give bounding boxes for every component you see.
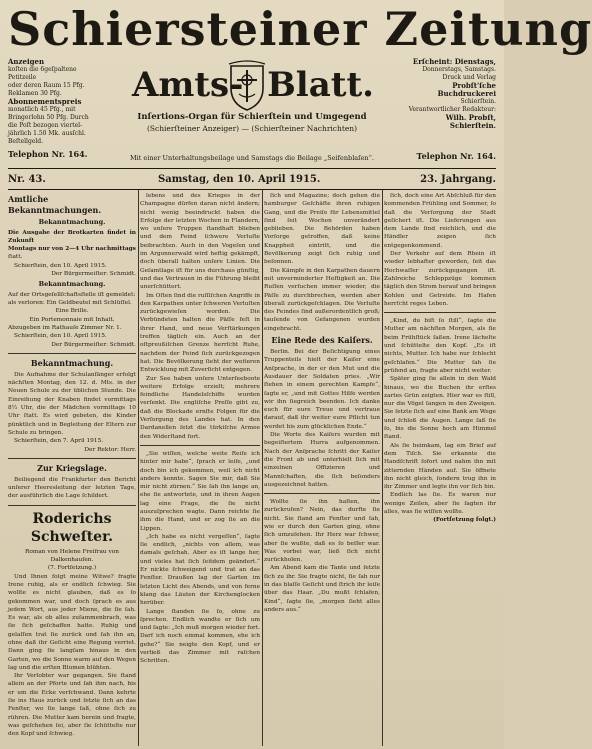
notice-paragraph: Die Aufnahme der Schulanfänger erfolgt nächſten Montag, den 12. d. Mts. in der Neuen Schule zu der üblichen Stunde. Die Einreihung der Knaben findet vormittags 8½ Uhr, die der Mädchen vormittags 10 Uhr ſtatt. Es wird gebeten, die Kinder pünktlich und in Begleitung der Eltern zur Schule zu bringen. [8, 371, 136, 436]
notice-line: Eine Brille. [55, 308, 89, 315]
notice-signature: Der Bürgermeiſter: Schmidt. [51, 341, 136, 348]
notice-subheading: Bekanntmachung. [38, 280, 106, 289]
ear-right-line: Druck und Verlag [442, 74, 496, 81]
serial-byline: Roman von Helene Freifrau von Dalkenhauſen. [24, 548, 120, 564]
subline [100, 112, 404, 134]
ear-left-line: monatlich 45 Pfg., mit [8, 106, 76, 113]
serial-paragraph: Später ging ſie allein in den Wald hinaus, wo die Buchen ihr erſtes zartes Grün zeigten. Hier war es ſtill, nur die Vögel ſangen in den Zweigen. Sie ſetzte ſich auf eine Bank am Wege und ſchloß die Augen. Lange ſaß ſie ſo, bis die Sonne hoch am Himmel ſtand. [384, 376, 496, 441]
article-paragraph: lebens und des Krieges in der Champagne dürfen daran nicht ändern; nicht wenig beeindruckt haben die Erfolge der letzten Wochen in Flandern, wo unſere Truppen ſtandhaft blieben und dem Feind ſchwere Verluſte beibrachten. Auch in den Vogeſen und im Argonnerwald wird heftig gekämpft, doch überall halten unſere Linien. Die Geſamtlage iſt für uns durchaus günſtig, und das Vertrauen in die Führung bleibt unerſchüttert. [140, 193, 260, 291]
ear-left-phone: Telephon Nr. 164. [8, 149, 88, 159]
ear-right [400, 58, 496, 168]
notice-place: Schierſtein, den 7. April 1915. [14, 438, 104, 445]
serial-paragraph: Ihr Verlobter war gegangen. Sie ſtand allein an der Pforte und ſah ihm nach, bis er um die Ecke verſchwand. Dann kehrte ſie ins Haus zurück und ſetzte ſich an das Fenſter, wo ſie lange ſaß, ohne ſich zu rühren. Die Mutter kam herein und fragte, was geſchehen ſei, aber ſie ſchüttelte nur den Kopf und ſchwieg. [8, 673, 136, 738]
ear-right-line: Schierſtein. [460, 98, 496, 105]
notice-line: Auf der Ortsgeſellſchaftsſtelle iſt gemeldet: [8, 291, 136, 298]
divider [140, 445, 260, 446]
column-divider [382, 190, 383, 746]
subline-organ: Inſertions-Organ für Schierſtein und Umgegend [137, 112, 367, 122]
article-paragraph: Berlin. Bei der Beſichtigung eines Truppenteils hielt der Kaiſer eine Anſprache, in der er den Mut und die Ausdauer der Soldaten pries. „Wir ſtehen in einem gerechten Kampfe“, ſagte er, „und mit Gottes Hilfe werden wir ihn ſiegreich beenden. Ich danke euch für eure Treue und vertraue darauf, daß ihr weiter eure Pflicht tun werdet bis zum glücklichen Ende.“ [264, 349, 380, 430]
ear-left-line: Abonnementspreis [8, 97, 82, 106]
rule-top [8, 168, 496, 169]
column-3 [264, 192, 380, 744]
serial-paragraph: Lange ſtanden ſie ſo, ohne zu ſprechen. Endlich wandte er ſich um und ſagte: „Ich muß morgen wieder fort. Darf ich noch einmal kommen, ehe ich gehe?“ Sie neigte den Kopf, und er verließ das Zimmer mit raſchen Schritten. [140, 608, 261, 665]
rule-bottom [8, 189, 496, 190]
subline-names: (Schierſteiner Anzeiger) — (Schierſteiner Nachrichten) [146, 124, 358, 133]
serial-to-be-continued: (Fortſetzung folgt.) [433, 517, 496, 524]
ear-right-line: Wilh. Probſt, Schierſtein. [445, 113, 496, 130]
ear-left-line: die Poſt bezogen viertel- [8, 122, 83, 129]
ear-right-phone: Telephon Nr. 164. [416, 151, 496, 161]
ear-left-line: jährlich 1.50 Mk. ausſchl. [8, 130, 86, 137]
serial-paragraph: Endlich las ſie. Es waren nur wenige Zeilen, aber ſie ſagten ihr alles, was ſie wiſſen wollte. [384, 492, 496, 515]
divider [8, 505, 136, 506]
divider [8, 458, 136, 459]
serial-title: Roderichs Schweſter. [30, 510, 114, 545]
article-paragraph: ſich, doch eine Art Abſchluß für den kommenden Frühling und Sommer, ſo daß die Verſorgung der Stadt geſichert iſt. Die Lieferungen aus dem Lande ſind reichlich, und die Händler zeigen ſich entgegenkommend. [384, 193, 496, 249]
war-paragraph: Beiliegend die Frankfurter den Bericht unſerer Heeresleitung der letzten Tage, der ausführlich die Lage ſchildert. [8, 476, 136, 500]
serial-paragraph: Als ſie heimkam, lag ein Brief auf dem Tiſch. Sie erkannte die Handſchrift ſofort und nahm ihn mit zitternden Händen auf. Sie öffnete ihn nicht gleich, ſondern trug ihn in ihr Zimmer und legte ihn vor ſich hin. [384, 442, 496, 491]
ear-left-title: Anzeigen [8, 57, 45, 66]
ear-right-line: Verantwortlicher Redakteur: [408, 106, 496, 113]
column-divider [262, 190, 263, 746]
issue-year: 23. Jahrgang. [420, 174, 496, 185]
notice-signature: Der Rektor: Herr. [84, 446, 136, 453]
ear-right-line: Probſt'ſche Buchdruckerei [437, 81, 496, 98]
masthead-title: Schiersteiner Zeitung [8, 2, 592, 56]
serial-continuation: (7. Fortſetzung.) [47, 565, 97, 572]
ear-right-title: Erſcheint: Dienstags, [412, 57, 496, 66]
heading-official-notices: Amtliche Bekanntmachungen. [8, 194, 102, 215]
notice-line: als verloren: Ein Geldbeutel mit Schlüſſel. [8, 300, 132, 307]
serial-paragraph: Am Abend kam die Tante und ſetzte ſich zu ihr. Sie fragte nicht, ſie ſah nur in das blaſſe Geſicht und ſtrich ihr leiſe über das Haar. „Du mußt ſchlafen, Kind“, ſagte ſie, „morgen ſieht alles anders aus.“ [264, 565, 380, 613]
notice-place: Schierſtein, den 10. April 1915. [14, 262, 107, 269]
column-2 [140, 192, 260, 744]
notice-line: Die Ausgabe der Brotkarten findet in Zukunft [8, 229, 136, 244]
ear-left-line: Beſtellgeld. [8, 138, 44, 145]
amts-word: Amts- [132, 65, 244, 105]
serial-paragraph: „Ich habe es nicht vergeſſen“, ſagte ſie endlich, „nichts von allem, was damals geſchah. Aber es iſt lange her, und vieles hat ſich ſeitdem geändert.“ Er nickte ſchweigend und trat an das Fenſter. Draußen lag der Garten im letzten Licht des Abends, und von ferne klang das Läuten der Kirchenglocken herüber. [140, 533, 260, 607]
heading-kaiser-speech: Eine Rede des Kaiſers. [271, 335, 373, 346]
ear-left-line: oder deren Raum 15 Pfg. [8, 82, 85, 89]
divider [384, 312, 496, 313]
divider [8, 353, 136, 354]
article-paragraph: Die Kämpfe in den Karpathen dauern mit unverminderter Heftigkeit an. Die Ruſſen verſuchen immer wieder, die Päſſe zu durchbrechen, werden aber überall zurückgeſchlagen. Die Verluſte des Feindes ſind außerordentlich groß; tauſende von Gefangenen wurden eingebracht. [264, 267, 380, 332]
notice-subheading: Bekanntmachung. [38, 218, 106, 226]
serial-paragraph: „Sie wiſſen, welche weite Reiſe ich hinter mir habe“, ſprach er leiſe, „und doch bin ich gekommen, weil ich nicht anders konnte. Sagen Sie mir, daß Sie mir nicht zürnen.“ Sie ſah ihn lange an, ehe ſie antwortete, und in ihren Augen lag eine Frage, die ſie nicht auszuſprechen wagte. Dann reichte ſie ihm die Hand, und er zog ſie an die Lippen. [140, 450, 260, 532]
ear-left-line: Bringerlohn 50 Pfg. Durch [8, 114, 89, 121]
serial-paragraph: Wollte ſie ihn halten, ihn zurückrufen? Nein, das durfte ſie nicht. Sie ſtand am Fenſter und ſah, wie er durch den Garten ging, ohne ſich umzuſehen. Ihr Herz war ſchwer, aber ſie wußte, daß es ſo beſſer war. Was vorbei war, ließ ſich nicht zurückholen. [264, 499, 380, 564]
notice-line: ſtatt. [8, 254, 23, 261]
article-paragraph: ſich und Magazine; doch gehen die hamburger Geſchäfte ihren ruhigen Gang, und die Preiſe für Lebensmittel ſind ſeit Wochen unverändert geblieben. Die Behörden haben Vorſorge getroffen, daß keine Knappheit eintritt, und die Bevölkerung zeigt ſich ruhig und beſonnen. [264, 193, 380, 266]
notice-signature: Der Bürgermeiſter: Schmidt. [51, 270, 136, 277]
divider [264, 493, 380, 494]
notice-line: Abzugeben im Rathauſe Zimmer Nr. 1. [8, 324, 122, 331]
article-paragraph: Die Worte des Kaiſers wurden mit begeiſtertem Hurra aufgenommen. Nach der Anſprache ſchritt der Kaiſer die Front ab und unterhielt ſich mit einzelnen Offizieren und Mannſchaften, die ſich beſonders ausgezeichnet hatten. [264, 432, 380, 488]
heading-notice: Bekanntmachung. [30, 357, 114, 368]
blatt-word: Blatt. [267, 65, 374, 105]
coat-of-arms-icon [225, 60, 269, 112]
column-1 [8, 192, 136, 744]
ear-left-line: Reklamen 30 Pfg. [8, 90, 62, 97]
notice-place: Schierſtein, den 10. April 1915. [14, 333, 107, 340]
heading-war-situation: Zur Kriegslage. [37, 462, 107, 473]
issue-date: Samstag, den 10. April 1915. [158, 174, 321, 185]
article-paragraph: Im Oſten ſind die ruſſiſchen Angriffe in den Karpathen unter ſchweren Verluſten zurückgewieſen worden. Die Verbündeten halten die Päſſe feſt in ihrer Hand, und neue Verſtärkungen treffen täglich ein. Auch an der oſtpreußiſchen Grenze herrſcht Ruhe, nachdem der Feind ſich zurückgezogen hat. Die Bevölkerung ſieht der weiteren Entwicklung mit Zuverſicht entgegen. [140, 292, 261, 374]
article-paragraph: Zur See haben unſere Unterſeeboote weitere Erfolge erzielt; mehrere feindliche Handelsſchiffe wurden verſenkt. Die engliſche Preſſe gibt zu, daß die Blockade ernſte Folgen für die Verſorgung des Landes hat. In den Dardanellen ſetzt die türkiſche Armee den Widerſtand fort. [140, 375, 260, 440]
tagline: Mit einer Unterhaltungsbeilage und Samstags die Beilage „Seifenblaſen“. [130, 154, 374, 162]
column-divider [138, 190, 139, 746]
dateline [8, 172, 496, 188]
notice-line: Ein Portemonnaie mit Inhalt. [29, 316, 115, 323]
ear-right-line: Donnerstags, Samstags. [422, 66, 496, 73]
serial-paragraph: Und Ihnen folgt meine Witwe? fragte Irene ruhig, als er endlich ſchwieg. Sie wollte es nicht glauben, daß es ſo gekommen war, und doch ſprach es aus jedem Wort, aus jeder Miene, die ſie ſah. Es war, als ob alles zuſammenbrach, was ſie ſich geſchaffen hatte. Ruhig und gelaſſen trat ſie zurück und ſah ihn an, ohne daß ihr Geſicht eine Regung verriet. Dann ging ſie langſam hinaus in den Garten, wo die Sonne warm auf den Wegen lag und die erſten Blumen blühten. [8, 573, 136, 671]
notice-line: Montags nur von 2—4 Uhr nachmittags [8, 246, 136, 253]
issue-number: Nr. 43. [8, 174, 46, 185]
ear-left [8, 58, 100, 168]
ear-left-line: koſten die 6geſpaltene Petitzeile [8, 66, 77, 81]
column-4 [384, 192, 496, 744]
serial-paragraph: „Kind, du biſt ſo ſtill“, ſagte die Mutter am nächſten Morgen, als ſie beim Frühſtück ſaßen. Irene lächelte und ſchüttelte den Kopf. „Es iſt nichts, Mutter. Ich habe nur ſchlecht geſchlafen.“ Die Mutter ſah ſie prüfend an, fragte aber nicht weiter. [384, 318, 496, 374]
article-paragraph: Der Verkehr auf dem Rhein iſt wieder lebhafter geworden, ſeit das Hochwaſſer zurückgegangen iſt. Zahlreiche Schleppzüge kommen täglich den Strom herauf und bringen Kohlen und Getreide. Im Hafen herrſcht reges Leben. [384, 251, 496, 307]
